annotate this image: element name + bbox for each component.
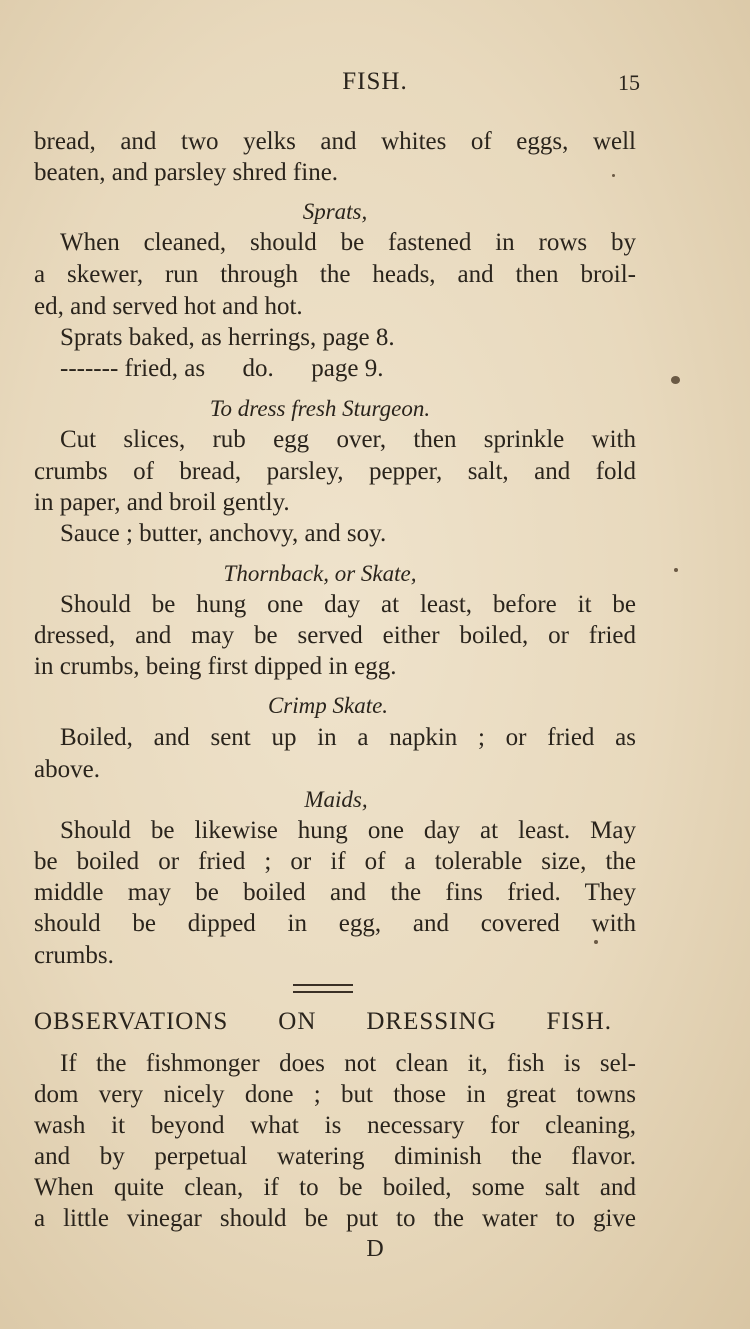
text-line: crumbs of bread, parsley, pepper, salt, and fold — [34, 458, 636, 485]
text-line: middle may be boiled and the fins fried. They — [34, 879, 636, 906]
text-line: in crumbs, being first dipped in egg. — [34, 653, 397, 680]
text-line: crumbs. — [34, 942, 114, 969]
text-line: Should be likewise hung one day at least. May — [60, 817, 636, 844]
text-line: ------- fried, as do. page 9. — [60, 355, 384, 382]
running-head: FISH. — [342, 68, 408, 95]
text-line: dressed, and may be served either boiled, or fried — [34, 622, 636, 649]
text-line: Should be hung one day at least, before it be — [60, 591, 636, 618]
paper-spot — [674, 568, 678, 572]
text-line: Boiled, and sent up in a napkin ; or fried as — [60, 724, 636, 751]
text-line: ed, and served hot and hot. — [34, 293, 303, 320]
text-line: and by perpetual watering diminish the flavor. — [34, 1143, 636, 1170]
text-line: beaten, and parsley shred fine. — [34, 159, 339, 186]
recipe-heading-maids: Maids, — [304, 787, 368, 812]
paper-spot — [594, 940, 598, 944]
recipe-heading-sturgeon: To dress fresh Sturgeon. — [209, 396, 431, 421]
text-line: dom very nicely done ; but those in great towns — [34, 1081, 636, 1108]
text-line: Sprats baked, as herrings, page 8. — [60, 324, 395, 351]
text-line: When cleaned, should be fastened in rows by — [60, 229, 636, 256]
text-line: in paper, and broil gently. — [34, 489, 290, 516]
text-line: a little vinegar should be put to the water to give — [34, 1205, 636, 1232]
signature-mark: D — [366, 1236, 384, 1262]
paper-spot — [612, 174, 615, 177]
text-line: bread, and two yelks and whites of eggs, well — [34, 128, 636, 155]
text-line: wash it beyond what is necessary for cleaning, — [34, 1112, 636, 1139]
section-heading: OBSERVATIONS ON DRESSING FISH. — [34, 1008, 612, 1035]
text-line: a skewer, run through the heads, and then broil- — [34, 261, 636, 288]
text-line: Sauce ; butter, anchovy, and soy. — [60, 520, 387, 547]
recipe-heading-sprats: Sprats, — [302, 199, 368, 224]
text-line: When quite clean, if to be boiled, some salt and — [34, 1174, 636, 1201]
text-line: be boiled or fried ; or if of a tolerable size, the — [34, 848, 636, 875]
recipe-heading-thornback: Thornback, or Skate, — [223, 561, 417, 586]
paper-spot — [671, 376, 680, 384]
text-line: above. — [34, 756, 100, 783]
section-divider — [293, 984, 353, 993]
text-line: should be dipped in egg, and covered with — [34, 910, 636, 937]
text-line: If the fishmonger does not clean it, fish is sel- — [60, 1050, 636, 1077]
text-line: Cut slices, rub egg over, then sprinkle with — [60, 426, 636, 453]
recipe-heading-crimp-skate: Crimp Skate. — [267, 693, 389, 718]
page-number: 15 — [618, 70, 640, 95]
